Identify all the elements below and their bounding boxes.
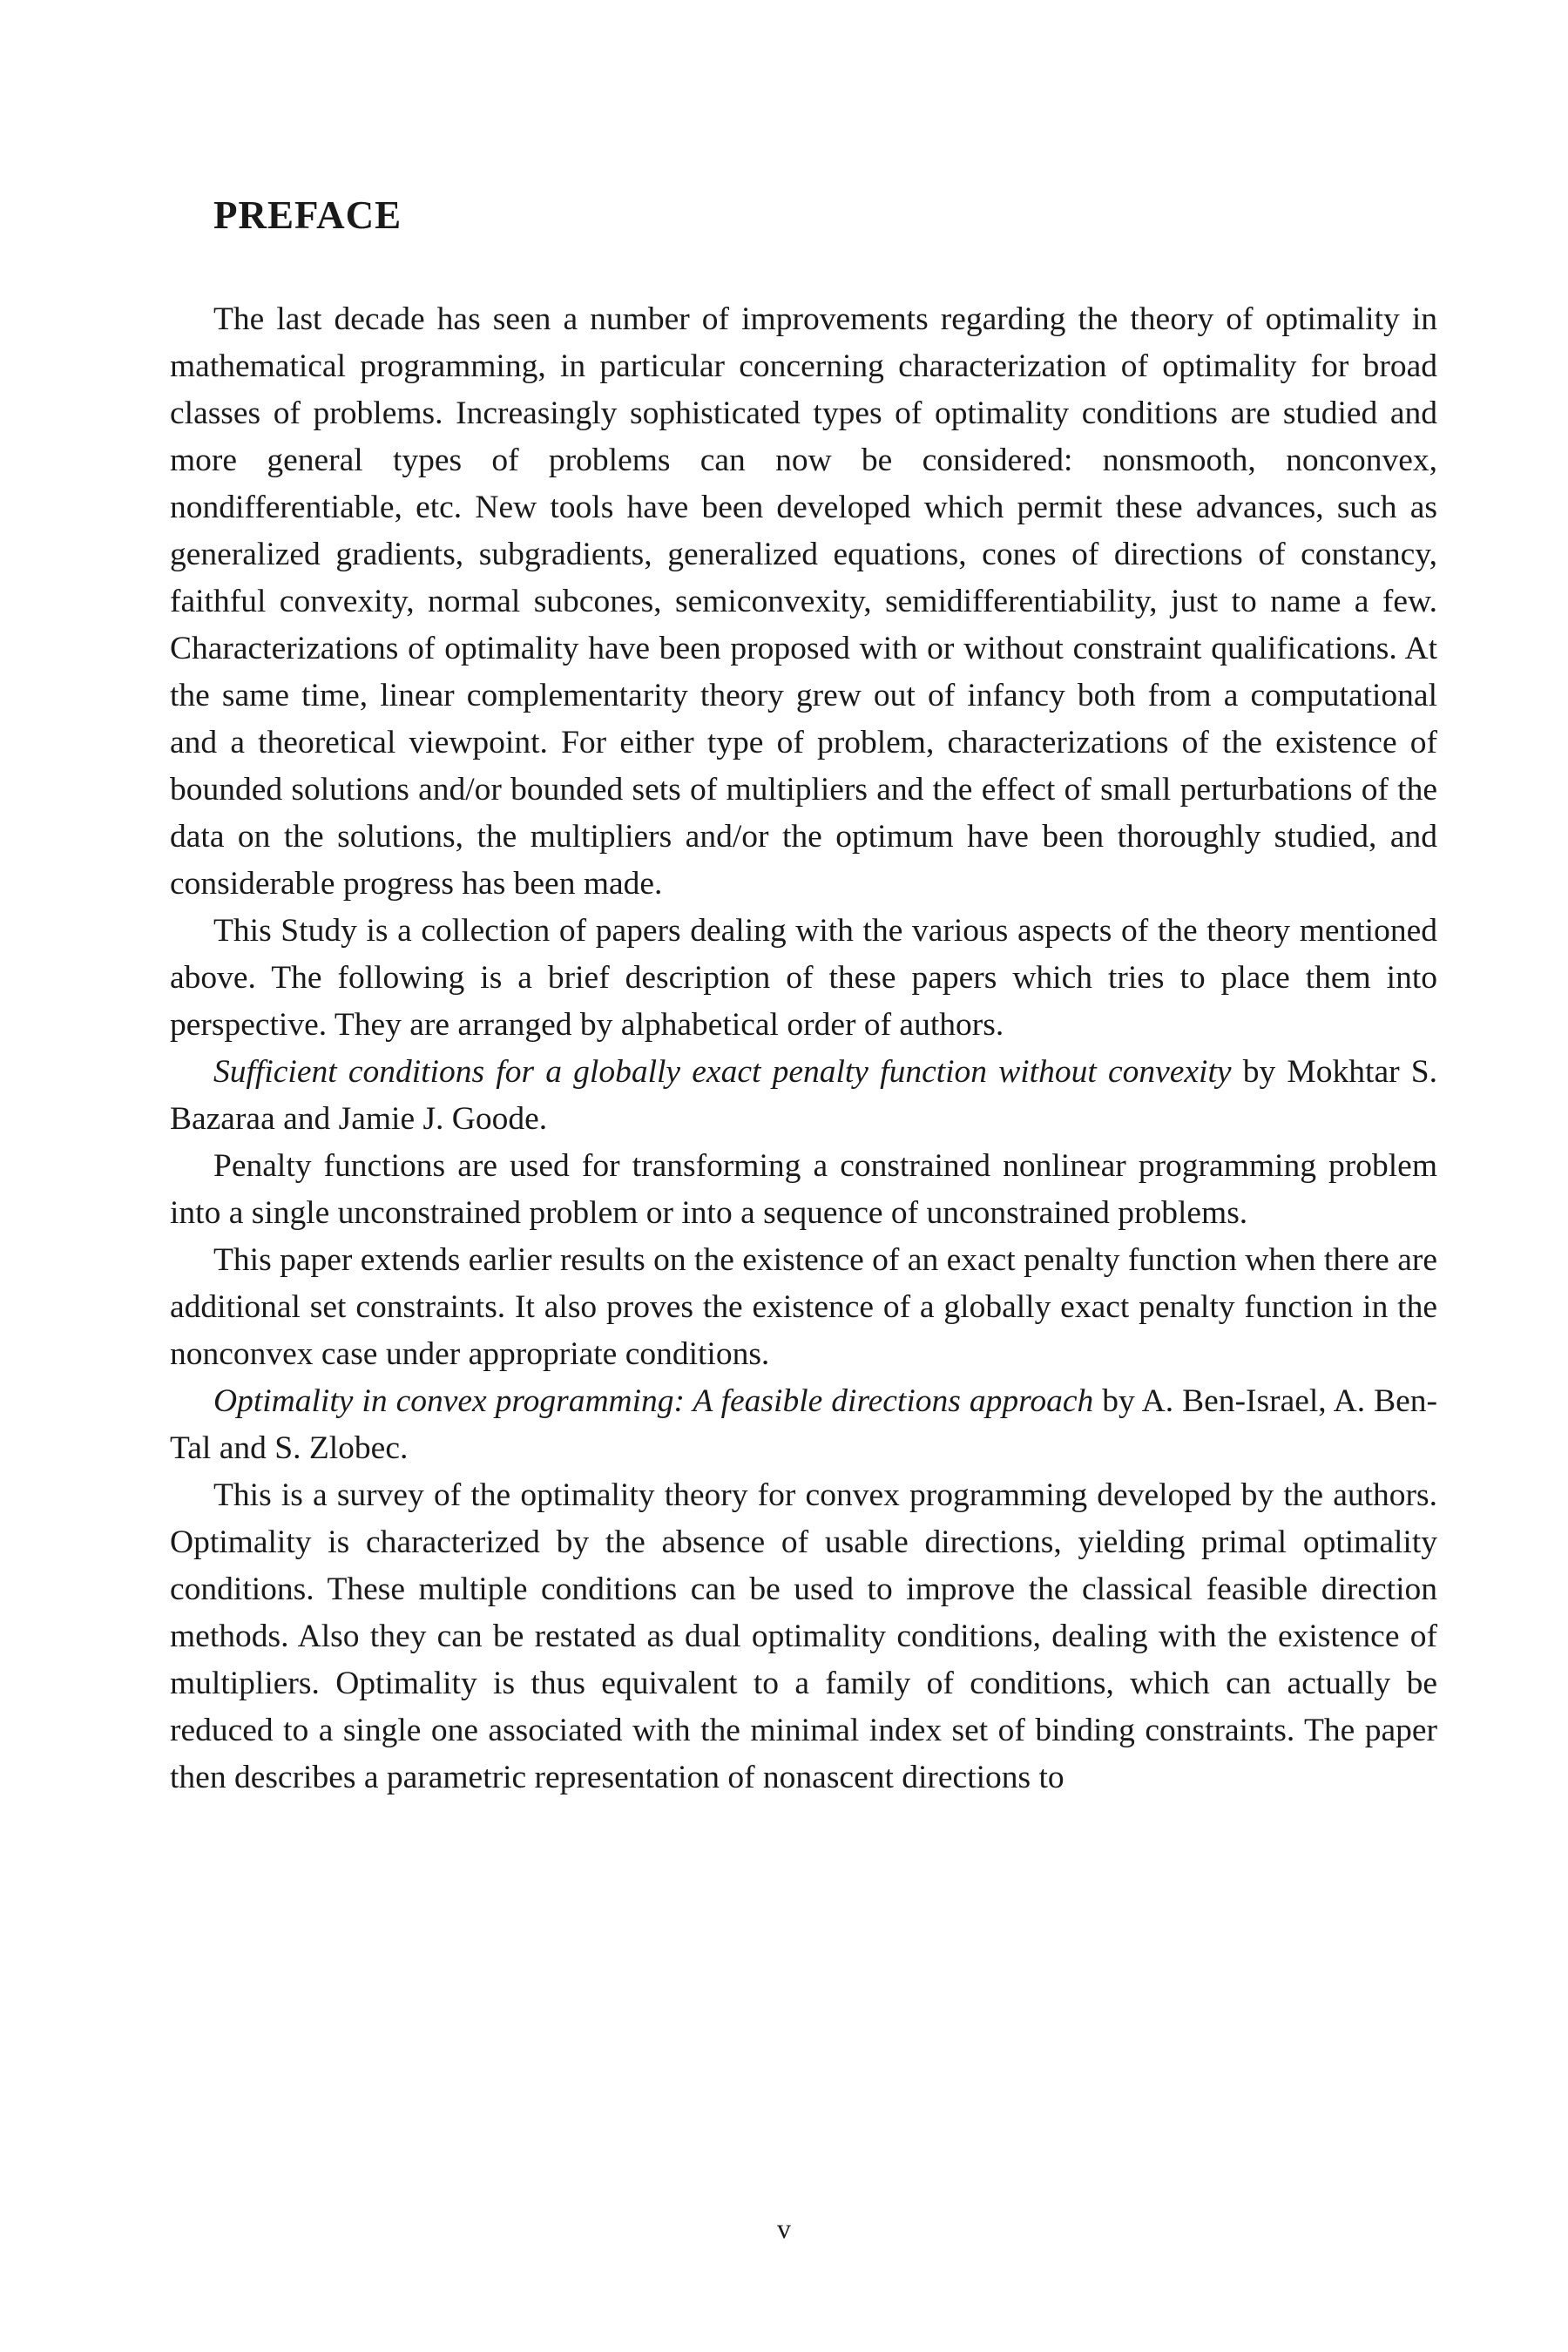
paper-1-title: Sufficient conditions for a globally exact penalty function without convexity [213, 1054, 1232, 1090]
page-number: v [777, 2213, 791, 2244]
paragraph-study-description: This Study is a collection of papers dealing with the various aspects of the theory mentioned above. The following is a brief description of these papers which tries to place them into perspective. They are arranged by alphabetical order of authors. [170, 913, 1437, 1043]
page-title: PREFACE [213, 193, 402, 237]
paragraph-paper-1-citation [170, 1049, 1437, 1143]
paragraph-paper-1-summary-a: Penalty functions are used for transforming a constrained nonlinear programming problem into a single unconstrained problem or into a sequence of unconstrained problems. [170, 1148, 1437, 1231]
paper-2-title: Optimality in convex programming: A feasible directions approach [213, 1383, 1094, 1419]
paragraph-intro: The last decade has seen a number of improvements regarding the theory of optimality in mathematical programming, in particular concerning characterization of optimality for broad classes of problems. Increasingly sophisticated types of optimality conditions are studied and more general types of problems can now be considered: nonsmooth, nonconvex, nondifferentiable, etc. New tools have been developed which permit these advances, such as generalized gradients, subgradients, generalized equations, cones of directions of constancy, faithful convexity, normal subcones, semiconvexity, semidifferentiability, just to name a few. Characterizations of optimality have been proposed with or without constraint qualifications. At the same time, linear complementarity theory grew out of infancy both from a computational and a theoretical viewpoint. For either type of problem, characterizations of the existence of bounded solutions and/or bounded sets of multipliers and the effect of small perturbations of the data on the solutions, the multipliers and/or the optimum have been thoroughly studied, and considerable progress has been made. [170, 301, 1437, 902]
paragraph-paper-2-summary: This is a survey of the optimality theory for convex programming developed by the authors. Optimality is characterized by the absence of usable directions, yielding primal optimality conditions. These multiple conditions can be used to improve the classical feasible direction methods. Also they can be restated as dual optimality conditions, dealing with the existence of multipliers. Optimality is thus equivalent to a family of conditions, which can actually be reduced to a single one associated with the minimal index set of binding constraints. The paper then describes a parametric representation of nonascent directions to [170, 1477, 1437, 1795]
paragraph-paper-1-summary-b: This paper extends earlier results on the existence of an exact penalty function when there are additional set constraints. It also proves the existence of a globally exact penalty function in the nonconvex case under appropriate conditions. [170, 1242, 1437, 1372]
document-page [170, 193, 1438, 1801]
paper-1-authors: by Mokhtar S. Bazaraa and Jamie J. Goode. [170, 1054, 1438, 1137]
paper-2-authors: by A. Ben-Israel, A. Ben-Tal and S. Zlobec. [170, 1383, 1437, 1466]
paragraph-paper-2-citation [170, 1378, 1437, 1472]
